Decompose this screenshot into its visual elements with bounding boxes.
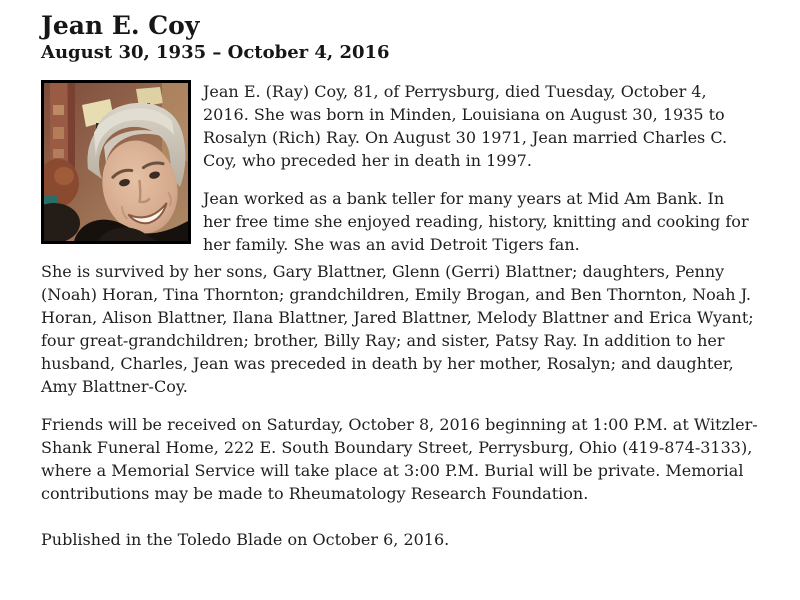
life-dates: August 30, 1935 – October 4, 2016 <box>41 41 390 63</box>
publication-note: Published in the Toledo Blade on October 6, 2016. <box>41 530 450 550</box>
obituary-paragraph-4: Friends will be received on Saturday, October 8, 2016 beginning at 1:00 P.M. at Witzler-Shank Funeral Home, 222 E. South Boundary Street, Perrysburg, Ohio (419-874-3133), where a Memorial Service will take place at 3:00 P.M. Burial will be private. Memorial contributions may be made to Rheumatology Research Foundation. <box>41 415 758 504</box>
obituary-paragraph-1: Jean E. (Ray) Coy, 81, of Perrysburg, died Tuesday, October 4, 2016. She was born in Minden, Louisiana on August 30, 1935 to Rosalyn (Rich) Ray. On August 30 1971, Jean married Charles C. Coy, who preceded her in death in 1997. <box>203 82 728 171</box>
obituary-paragraph-2: Jean worked as a bank teller for many years at Mid Am Bank. In her free time she enjoyed reading, history, knitting and cooking for her family. She was an avid Detroit Tigers fan. <box>203 189 749 255</box>
obituary-paragraph-3: She is survived by her sons, Gary Blattner, Glenn (Gerri) Blattner; daughters, Penny (Noah) Horan, Tina Thornton; grandchildren, Emily Brogan, and Ben Thornton, Noah J. Horan, Alison Blattner, Ilana Blattner, Jared Blattner, Melody Blattner and Erica Wyant; four great-grandchildren; brother, Billy Ray; and sister, Patsy Ray. In addition to her husband, Charles, Jean was preceded in death by her mother, Rosalyn; and daughter, Amy Blattner-Coy. <box>41 262 754 397</box>
photo-and-intro-section <box>41 80 760 256</box>
portrait-photo <box>41 80 191 244</box>
portrait-photo-illustration <box>44 83 188 241</box>
page-title: Jean E. Coy <box>41 11 200 40</box>
intro-paragraphs <box>203 80 749 256</box>
